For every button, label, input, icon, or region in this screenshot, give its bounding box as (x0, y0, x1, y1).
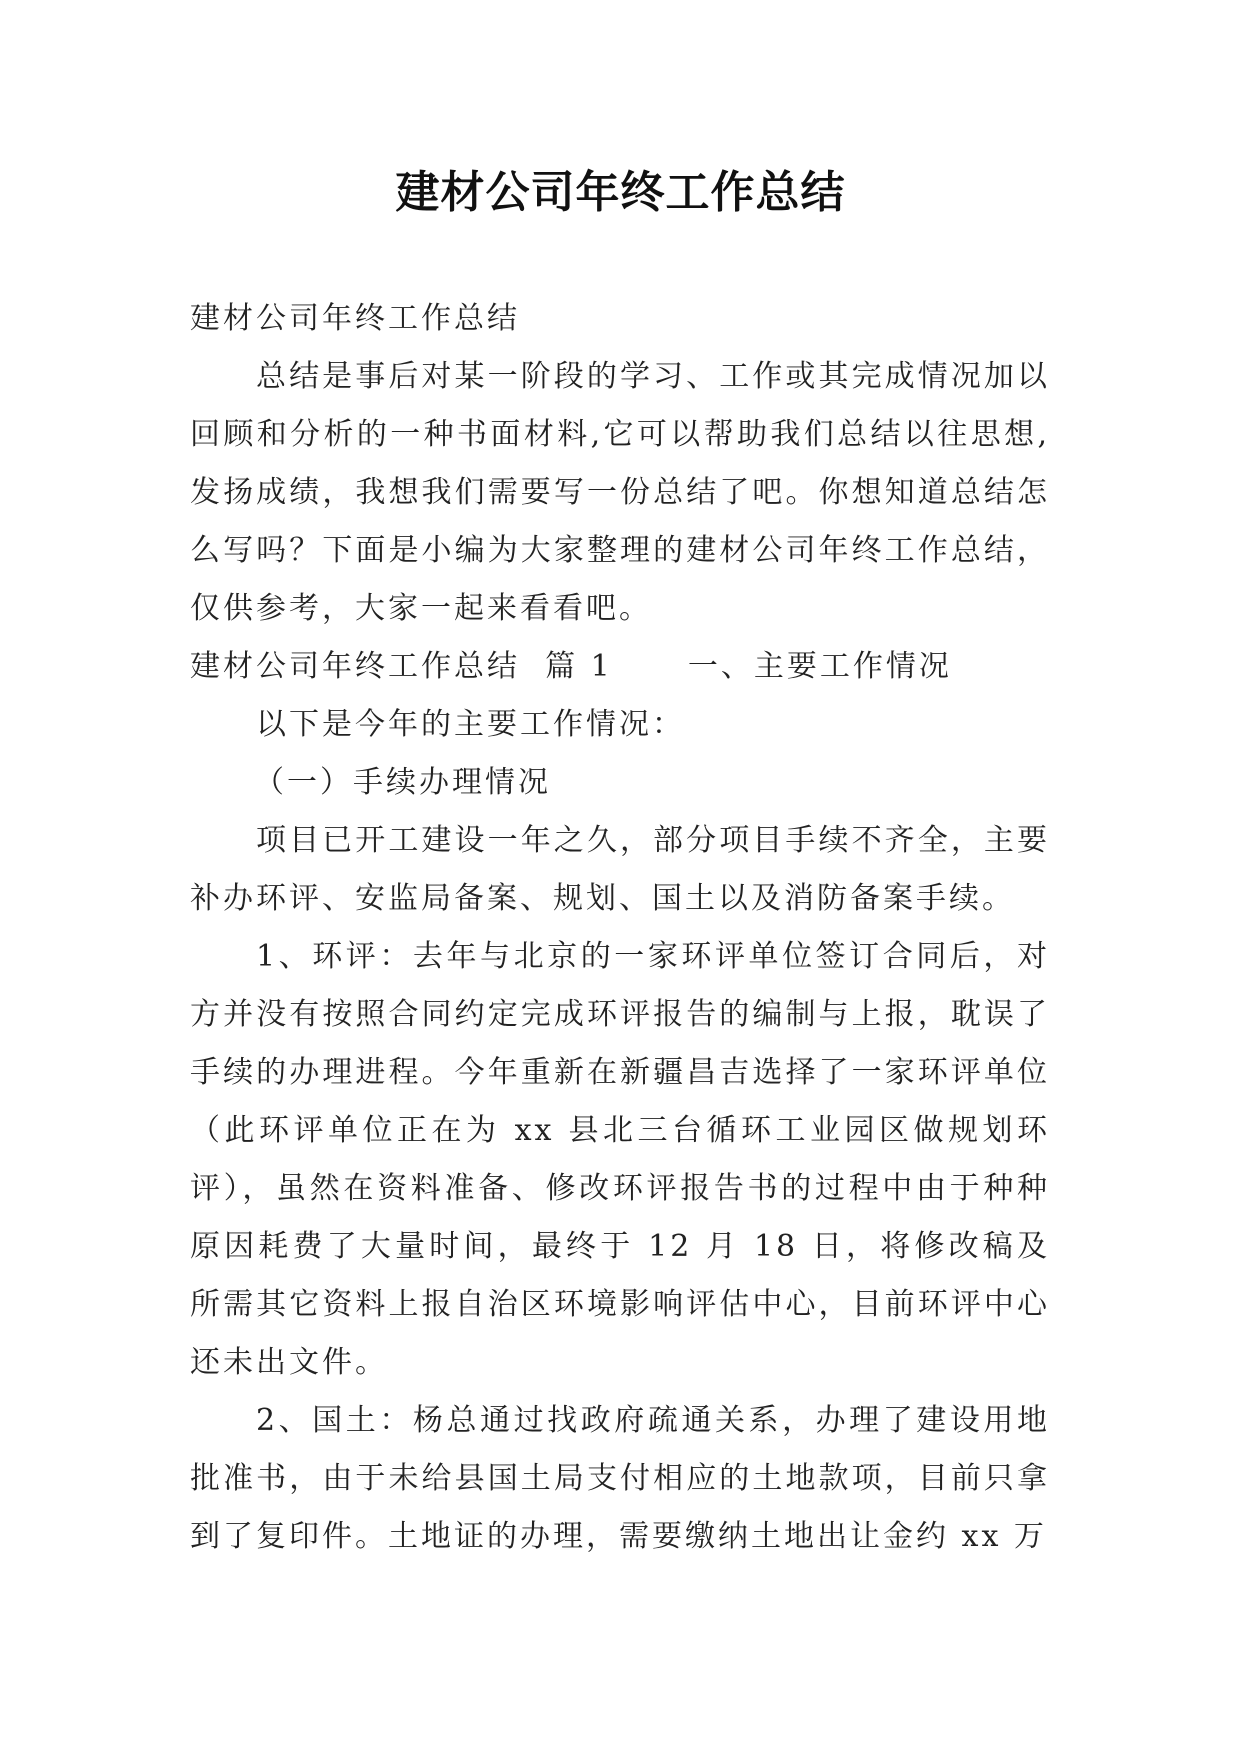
paragraph-2: 1、环评：去年与北京的一家环评单位签订合同后，对方并没有按照合同约定完成环评报告的编制与上报，耽误了手续的办理进程。今年重新在新疆昌吉选择了一家环评单位（此环评单位正在为 xx 县北三台循环工业园区做规划环评），虽然在资料准备、修改环评报告书的过程中由于种种原因耗费了大量时间，最终于 12 月 18 日，将修改稿及所需其它资料上报自治区环境影响评估中心，目前环评中心还未出文件。 (190, 939, 1050, 1380)
paragraph-1: 项目已开工建设一年之久，部分项目手续不齐全，主要补办环评、安监局备案、规划、国土以及消防备案手续。 (190, 823, 1050, 916)
document-title: 建材公司年终工作总结 (395, 167, 846, 218)
intro-paragraph: 总结是事后对某一阶段的学习、工作或其完成情况加以回顾和分析的一种书面材料,它可以帮助我们总结以往思想,发扬成绩，我想我们需要写一份总结了吧。你想知道总结怎么写吗？下面是小编为大家整理的建材公司年终工作总结，仅供参考，大家一起来看看吧。 (190, 359, 1050, 626)
document-subtitle: 建材公司年终工作总结 (190, 301, 520, 336)
lead-paragraph: 以下是今年的主要工作情况： (256, 707, 685, 742)
section-heading: 建材公司年终工作总结 篇 1 一、主要工作情况 (190, 649, 952, 684)
document-body (190, 290, 1050, 1566)
paragraph-3: 2、国土：杨总通过找政府疏通关系，办理了建设用地批准书，由于未给县国土局支付相应的土地款项，目前只拿到了复印件。土地证的办理，需要缴纳土地出让金约 xx 万 (190, 1403, 1050, 1554)
subheading: （一）手续办理情况 (254, 765, 551, 800)
